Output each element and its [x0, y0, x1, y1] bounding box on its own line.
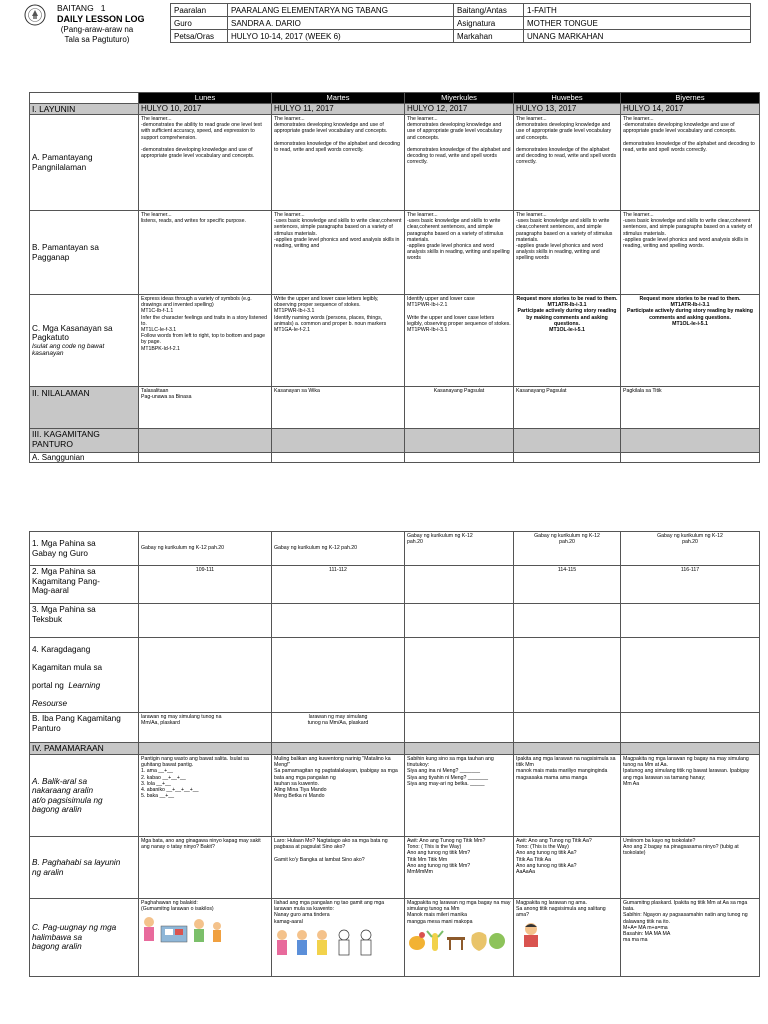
cell-text: The learner... -uses basic knowledge and skills to write clear,coherent sentences, and simple paragraphs based on a variety of stimulus materials. -applies grade level phonics and word analysis skills in reading, writing and spelling words [514, 211, 621, 295]
cell-text: Pantigin nang wasto ang bawat salita. Isulat sa guhitang bawat pantig. 1. ama __+__ 2. kabao __+__+__ 3. lola __+__ 4. abaniko __+__+__+__ 5. baka __+__ [139, 755, 272, 837]
teksbuk-row [30, 604, 760, 638]
header-value: UNANG MARKAHAN [524, 30, 751, 43]
cell-text: Kasanayang Pagsulat [514, 387, 621, 429]
pamamaraan-row [30, 743, 760, 755]
header-value: 1-FAITH [524, 4, 751, 17]
day-label: Biyernes [621, 93, 760, 104]
row-label: A. Sanggunian [30, 453, 139, 463]
row-label-cell [30, 295, 139, 387]
header-row [171, 17, 751, 30]
cell-text: Laro: Hulaan Mo? Nagtatago ako sa mga bata ng pagbasa at pagsulat Sino ako? Gamit ko'y Bangka at lambat Sino ako? [272, 837, 405, 899]
gabay-ng-guro-row [30, 532, 760, 566]
section-kagamitan: III. KAGAMITANG PANTURO [30, 429, 139, 453]
date-label: HULYO 11, 2017 [272, 104, 405, 115]
cell-text: The learner... listens, reads, and writes for specific purpose. [139, 211, 272, 295]
row-label: B. Paghahabi sa layunin ng aralin [30, 837, 139, 899]
mga-kasanayan-row [30, 295, 760, 387]
cell-text: Gabay ng kurikulum ng K-12 pah.20 [139, 532, 272, 566]
balik-aral-row [30, 755, 760, 837]
header-row [171, 4, 751, 17]
cell-with-image [514, 899, 621, 977]
blank-cell [621, 638, 760, 713]
header-value: SANDRA A. DARIO [228, 17, 454, 30]
cell-text: larawan ng may simulang tunog na Mm/Aa, plaskard [139, 713, 272, 743]
blank-cell [272, 429, 405, 453]
header-value: PAARALANG ELEMENTARYA NG TABANG [228, 4, 454, 17]
header-value: MOTHER TONGUE [524, 17, 751, 30]
blank-cell [405, 604, 514, 638]
cell-text: The learner... demonstrates developing knowledge and use of appropriate grade level vocabulary and concepts. demonstrates knowledge of the alphabet and decoding to read, write and spell words correctly. [272, 115, 405, 211]
cell-text: Umiinom ba kayo ng tsokolate? Ano ang 2 bagay na pinagsasama ninyo? (tubig at tsokolate) [621, 837, 760, 899]
cell-text: Request more stories to be read to them. MT1ATR-Ib-i-3.1 Participate actively during story reading by making comments and asking questions. MT1OL-Ie-i-5.1 [621, 295, 760, 387]
cell-text: 111-112 [272, 566, 405, 604]
row-label: A. Pamantayang Pangnilalaman [30, 115, 139, 211]
cell-with-image [272, 899, 405, 977]
blank-cell [405, 429, 514, 453]
blank-cell [514, 604, 621, 638]
cell-text: larawan ng may simulang tunog na Mm/Aa, plaskard [272, 713, 405, 743]
header-baitang: BAITANG 1 [57, 3, 106, 13]
nilalaman-row [30, 387, 760, 429]
day-header-row [30, 93, 760, 104]
row-label: C. Pag-uugnay ng mga halimbawa sa bagong aralin [30, 899, 139, 977]
header-label: Petsa/Oras [171, 30, 228, 43]
header-row [171, 30, 751, 43]
header-subtitle: (Pang-araw-araw na Tala sa Pagtuturo) [60, 25, 134, 44]
row-label: 4. Karagdagang Kagamitan mula sa portal ng [32, 645, 103, 690]
cell-text: Gabay ng kurikulum ng K-12 pah.20 [621, 532, 760, 566]
paghahabi-row [30, 837, 760, 899]
cell-text: Gabay ng kurikulum ng K-12 pah.20 [405, 532, 514, 566]
cell-text: Magpakita ng larawan ng mga bagay na may simulang tunog na Mm Manok mais mileri manika mangga mesa mani makopa [407, 900, 511, 925]
cell-text: 114-115 [514, 566, 621, 604]
cell-text: Talasalitaan Pag-unawa sa Binasa [139, 387, 272, 429]
blank-cell [405, 638, 514, 713]
blank-cell [272, 453, 405, 463]
row-label: B. Pamantayan sa Pagganap [30, 211, 139, 295]
section-nilalaman: II. NILALAMAN [30, 387, 139, 429]
layunin-row [30, 104, 760, 115]
header-label: Paaralan [171, 4, 228, 17]
blank-cell [621, 604, 760, 638]
kagamitang-pang-mag-aaral-row [30, 566, 760, 604]
row-label-cell [30, 638, 139, 713]
cell-text: Kasanayan sa Wika [272, 387, 405, 429]
deped-seal-icon [24, 4, 46, 26]
cell-text: The learner... -uses basic knowledge and skills to write clear,coherent sentences, and simple paragraphs based on a variety of stimulus materials. -applies grade level phonics and word analysis skills in reading, writing and spelling words. [621, 211, 760, 295]
blank-cell [139, 429, 272, 453]
blank-cell [405, 453, 514, 463]
date-label: HULYO 12, 2017 [405, 104, 514, 115]
cell-text: The learner... demonstrates developing knowledge and use of appropriate grade level vocabulary and concepts. demonstrates knowledge of the alphabet and decoding to read, write and spell words correctly. [405, 115, 514, 211]
cell-text: Sabihin kung sino sa mga tauhan ang tinutukoy: Siya ang ina ni Meng? _______ Siya ang tiyahin ni Meng? _______ Siya ang may-ari ng betka. _____ [405, 755, 514, 837]
blank-cell [405, 713, 514, 743]
row-note: Isulat ang code ng bawat kasanayan [32, 342, 105, 357]
blank-cell [514, 713, 621, 743]
row-label: C. Mga Kasanayan sa Pagkatuto [32, 323, 113, 342]
cell-text: The learner... demonstrates developing knowledge and use of appropriate grade level vocabulary and concepts. demonstrates knowledge of the alphabet and decoding to read, write and spell words correctly. [514, 115, 621, 211]
cell-text: Mga bata, ano ang ginagawa ninyo kapag may sakit ang nanay o tatay ninyo? Bakit? [139, 837, 272, 899]
header-label: Markahan [454, 30, 524, 43]
pamantayan-sa-pagganap-row [30, 211, 760, 295]
blank-cell [621, 743, 760, 755]
date-label: HULYO 14, 2017 [621, 104, 760, 115]
cell-with-image [405, 899, 514, 977]
cell-text: Ilahad ang mga pangalan ng tao gamit ang mga larawan mula sa kuwento: Nanay guro ama tindera kamag-aaral [274, 900, 385, 925]
day-label: Miyerkules [405, 93, 514, 104]
blank-cell [272, 743, 405, 755]
cell-text: Ipakita ang mga larawan na nagsisimula sa titik Mm manok mais mata mariliyo manginginda magsasaka mama ama manga [514, 755, 621, 837]
blank-cell [272, 604, 405, 638]
cell-text: 109-111 [139, 566, 272, 604]
day-label: Huwebes [514, 93, 621, 104]
cell-text: Identify upper and lower case MT1PWR-Ib-i-2.1 Write the upper and lower case letters legibly, observing proper sequence of stokes. MT1PWR-Ib-i-3.1 [405, 295, 514, 387]
header-info-table [170, 3, 751, 43]
lesson-log-table-2 [29, 531, 760, 977]
cell-text: Awit: Ano ang Tunog ng Titik Mm? Tono: ( This is the Way) Ano ang tunog ng titik Mm? Titik Mm Titik Mm Ano ang tunog ng titik Mm? MmMmMm [405, 837, 514, 899]
blank-cell [514, 638, 621, 713]
cell-text: The learner... -uses basic knowledge and skills to write clear,coherent sentences, and simple paragraphs based on a variety of stimulus materials. -applies grade level phonics and word analysis skills in reading, writing and spelling words [405, 211, 514, 295]
blank-cell [30, 93, 139, 104]
cell-text: Muling balikan ang kuwentong narinig "Matalino ka Meng!" Sa pamamagitan ng pagtatalakayan, ipabigay sa mga bata ang mga pangalan ng tauhan sa kuwento. Aling Mina Tiya Mando Meng Betka ni Mando [272, 755, 405, 837]
date-label: HULYO 10, 2017 [139, 104, 272, 115]
blank-cell [139, 743, 272, 755]
header-title: DAILY LESSON LOG [57, 14, 145, 24]
blank-cell [514, 429, 621, 453]
cell-text: Awit: Ano ang Tunog ng Titik Aa? Tono: (This is the Way) Ano ang tunog ng titik Aa? Titik Aa Titik Aa Ano ang tunog ng titik Aa? AaAaAa [514, 837, 621, 899]
cell-text: Gabay ng kurikulum ng K-12 pah.20 [514, 532, 621, 566]
date-label: HULYO 13, 2017 [514, 104, 621, 115]
cell-text: Gumamitng plaskard. Ipakita ng titik Mm at Aa sa mga bata. Sabihin: Ngayon ay pagsasamahin natin ang tunog ng dalawang titik na ito. M+A= MA m+a=ma Basahin: MA MA MA ma ma ma [621, 899, 760, 977]
cell-text: Magpakita ng larawan ng ama. Sa anong titik nagsisimula ang salitang ama? [516, 900, 606, 919]
cell-text: Paghahawan ng balakid: (Gumamitng larawan o isakilos) [141, 900, 214, 913]
blank-cell [514, 453, 621, 463]
story-characters-illustration-icon [274, 927, 379, 957]
cell-text: The learner... -demonstrates developing knowledge and use of appropriate grade level vocabulary and concepts. demonstrates knowledge of the alphabet and decoding to read, write and spell words correctly. [621, 115, 760, 211]
header-value: HULYO 10-14, 2017 (WEEK 6) [228, 30, 454, 43]
pag-uugnay-row [30, 899, 760, 977]
cell-text: Pagkilala sa Titik [621, 387, 760, 429]
blank-cell [139, 638, 272, 713]
blank-cell [621, 453, 760, 463]
karagdagang-kagamitan-row [30, 638, 760, 713]
blank-cell [514, 743, 621, 755]
row-label: 3. Mga Pahina sa Teksbuk [30, 604, 139, 638]
blank-cell [139, 604, 272, 638]
cell-text: Magpakita ng mga larawan ng bagay na may simulang tunog na Mm at Aa. Ipatunog ang simulang titik ng bawat larawan. Ipabigay ang mga larawan sa tamang hanay; Mm Aa [621, 755, 760, 837]
cell-text: The learner... -uses basic knowledge and skills to write clear,coherent sentences, simple paragraphs based on a variety of stimulus materials. -applies grade level phonics and word analysis skills in reading, writing and [272, 211, 405, 295]
blank-cell [405, 743, 514, 755]
cell-text [405, 566, 514, 604]
cell-text: Kasanayang Pagsulat [405, 387, 514, 429]
cell-text: 116-117 [621, 566, 760, 604]
cell-text: Express ideas through a variety of symbols (e.g. drawings and invented spelling) MT1C-Ib-f-1.1 Infer the character feelings and traits in a story listened to. MT1LC-Ie-f-3.1 Follow words from left to right, top to bottom and page by page. MT1BPK-Id-f-2.1 [139, 295, 272, 387]
pamantayang-pangnilalaman-row [30, 115, 760, 211]
day-label: Lunes [139, 93, 272, 104]
iba-pang-kagamitan-row [30, 713, 760, 743]
section-layunin: I. LAYUNIN [30, 104, 139, 115]
blank-cell [621, 429, 760, 453]
row-label: 1. Mga Pahina sa Gabay ng Guro [30, 532, 139, 566]
section-pamamaraan: IV. PAMAMARAAN [30, 743, 139, 755]
cell-text: Write the upper and lower case letters legibly, observing proper sequence of stokes. MT1PWR-Ib-i-3.1 Identify naming words (persons, places, things, animals) a. common and proper b. noun markers MT1GA-Ie-f-2.1 [272, 295, 405, 387]
row-label: B. Iba Pang Kagamitang Panturo [30, 713, 139, 743]
sanggunian-row [30, 453, 760, 463]
lesson-log-table-1 [29, 92, 760, 463]
day-label: Martes [272, 93, 405, 104]
blank-cell [139, 453, 272, 463]
cell-text: Request more stories to be read to them. MT1ATR-Ib-i-3.1 Participate actively during story reading by making comments and asking questions. MT1OL-Ie-i-5.1 [514, 295, 621, 387]
cell-text: Gabay ng kurikulum ng K-12 pah.20 [272, 532, 405, 566]
row-label: A. Balik-aral sa nakaraang aralin at/o pagsisimula ng bagong aralin [30, 755, 139, 837]
row-label-italic: Learning Resourse [32, 681, 101, 708]
cell-text: The learner... -demonstrates the ability to read grade one level text with sufficient accuracy, speed, and expression to support comprehension. -demonstrates developing knowledge and use of appropriate grade level vocabulary and concepts. [139, 115, 272, 211]
blank-cell [621, 713, 760, 743]
ama-illustration-icon [516, 921, 546, 947]
header-label: Guro [171, 17, 228, 30]
header-label: Baitang/Antas [454, 4, 524, 17]
mm-objects-illustration-icon [407, 927, 507, 953]
kagamitan-row [30, 429, 760, 453]
header-label: Asignatura [454, 17, 524, 30]
sick-family-illustration-icon [141, 914, 231, 946]
blank-cell [272, 638, 405, 713]
cell-with-image [139, 899, 272, 977]
row-label: 2. Mga Pahina sa Kagamitang Pang- Mag-aaral [30, 566, 139, 604]
